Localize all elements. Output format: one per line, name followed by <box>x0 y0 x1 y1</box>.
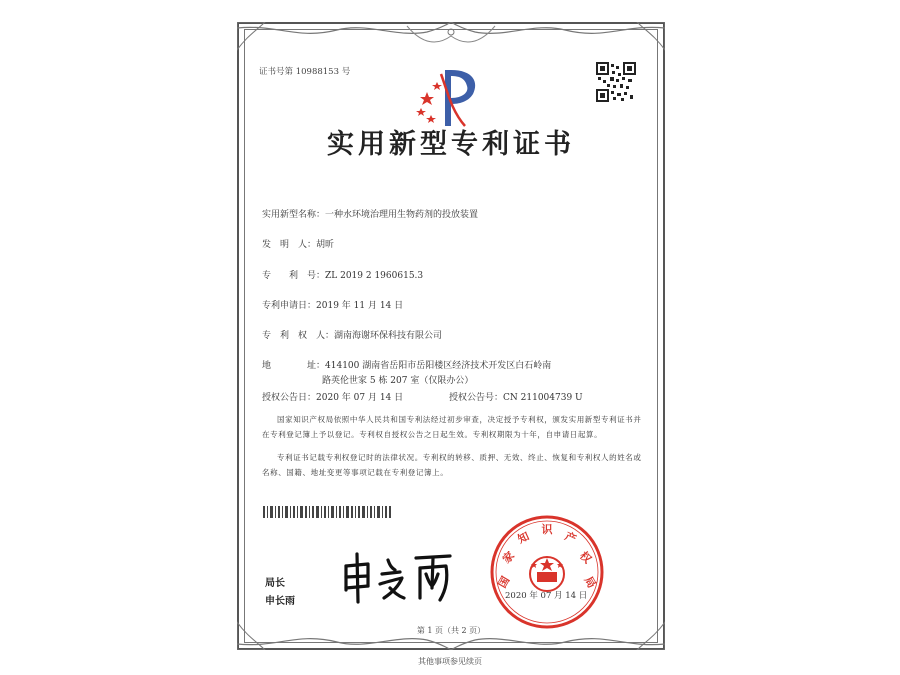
field-utility-model-name <box>262 207 478 220</box>
field-grant-date <box>262 390 403 403</box>
svg-text:国: 国 <box>495 574 513 591</box>
grant-no-value: CN 211004739 U <box>503 393 583 403</box>
statement-paragraph-2: 专利证书记载专利权登记时的法律状况。专利权的转移、质押、无效、终止、恢复和专利权人的姓名或名称、国籍、地址变更等事项记载在专利登记簿上。 <box>262 453 642 477</box>
inventor-label: 发 明 人： <box>262 240 317 250</box>
name-label: 实用新型名称： <box>262 210 326 220</box>
page-indicator: 第 1 页（共 2 页） <box>416 626 486 635</box>
field-address-line2: 路英伦世家 5 栋 207 室（仅限办公） <box>322 376 474 386</box>
signature-image <box>340 550 455 605</box>
cert-number-value: 10988153 <box>295 67 339 77</box>
field-address <box>262 358 551 371</box>
cert-number-suffix: 号 <box>341 67 351 77</box>
cnipa-logo-icon <box>407 60 487 130</box>
inventor-value: 胡昕 <box>316 240 335 250</box>
patent-no-label: 专 利 号： <box>262 271 326 281</box>
certificate-title: 实用新型专利证书 <box>327 129 575 160</box>
field-patentee <box>262 328 442 341</box>
patent-no-value: ZL 2019 2 1960615.3 <box>325 271 424 281</box>
top-ornament <box>237 22 665 62</box>
certificate-number <box>259 65 350 77</box>
svg-text:知: 知 <box>515 529 532 547</box>
filing-date-label: 专利申请日： <box>262 301 317 311</box>
address-label: 地 址： <box>262 361 326 371</box>
field-patent-number <box>262 268 423 281</box>
svg-text:产: 产 <box>562 529 579 547</box>
footer-note: 其他事项参见续页 <box>418 657 482 666</box>
svg-text:权: 权 <box>576 549 594 567</box>
signatory-title: 局长 <box>265 578 285 589</box>
svg-text:家: 家 <box>500 549 518 567</box>
cert-number-label: 证书号第 <box>259 67 294 77</box>
patentee-value: 湖南海谢环保科技有限公司 <box>334 331 443 341</box>
address-line1: 414100 湖南省岳阳市岳阳楼区经济技术开发区白石岭南 <box>325 361 552 371</box>
patentee-label: 专 利 权 人： <box>262 331 335 341</box>
grant-date-value: 2020 年 07 月 14 日 <box>316 393 404 403</box>
official-seal-icon <box>487 512 607 632</box>
seal-date: 2020 年 07 月 14 日 <box>505 591 588 601</box>
qr-code-icon <box>596 62 636 102</box>
field-inventor <box>262 237 334 250</box>
grant-no-label: 授权公告号： <box>449 393 504 403</box>
filing-date-value: 2019 年 11 月 14 日 <box>316 301 404 311</box>
patent-certificate <box>237 22 665 650</box>
svg-text:局: 局 <box>581 574 599 591</box>
field-filing-date <box>262 298 403 311</box>
barcode-strip <box>263 506 393 518</box>
field-grant-number <box>449 390 583 403</box>
statement-paragraph-1: 国家知识产权局依照中华人民共和国专利法经过初步审查，决定授予专利权，颁发实用新型专利证书并在专利登记簿上予以登记。专利权自授权公告之日起生效。专利权期限为十年，自申请日起算。 <box>262 415 642 439</box>
svg-text:识: 识 <box>541 523 553 536</box>
signatory-name: 申长雨 <box>265 596 295 607</box>
name-value: 一种水环境治理用生物药剂的投放装置 <box>325 210 479 220</box>
grant-date-label: 授权公告日： <box>262 393 317 403</box>
